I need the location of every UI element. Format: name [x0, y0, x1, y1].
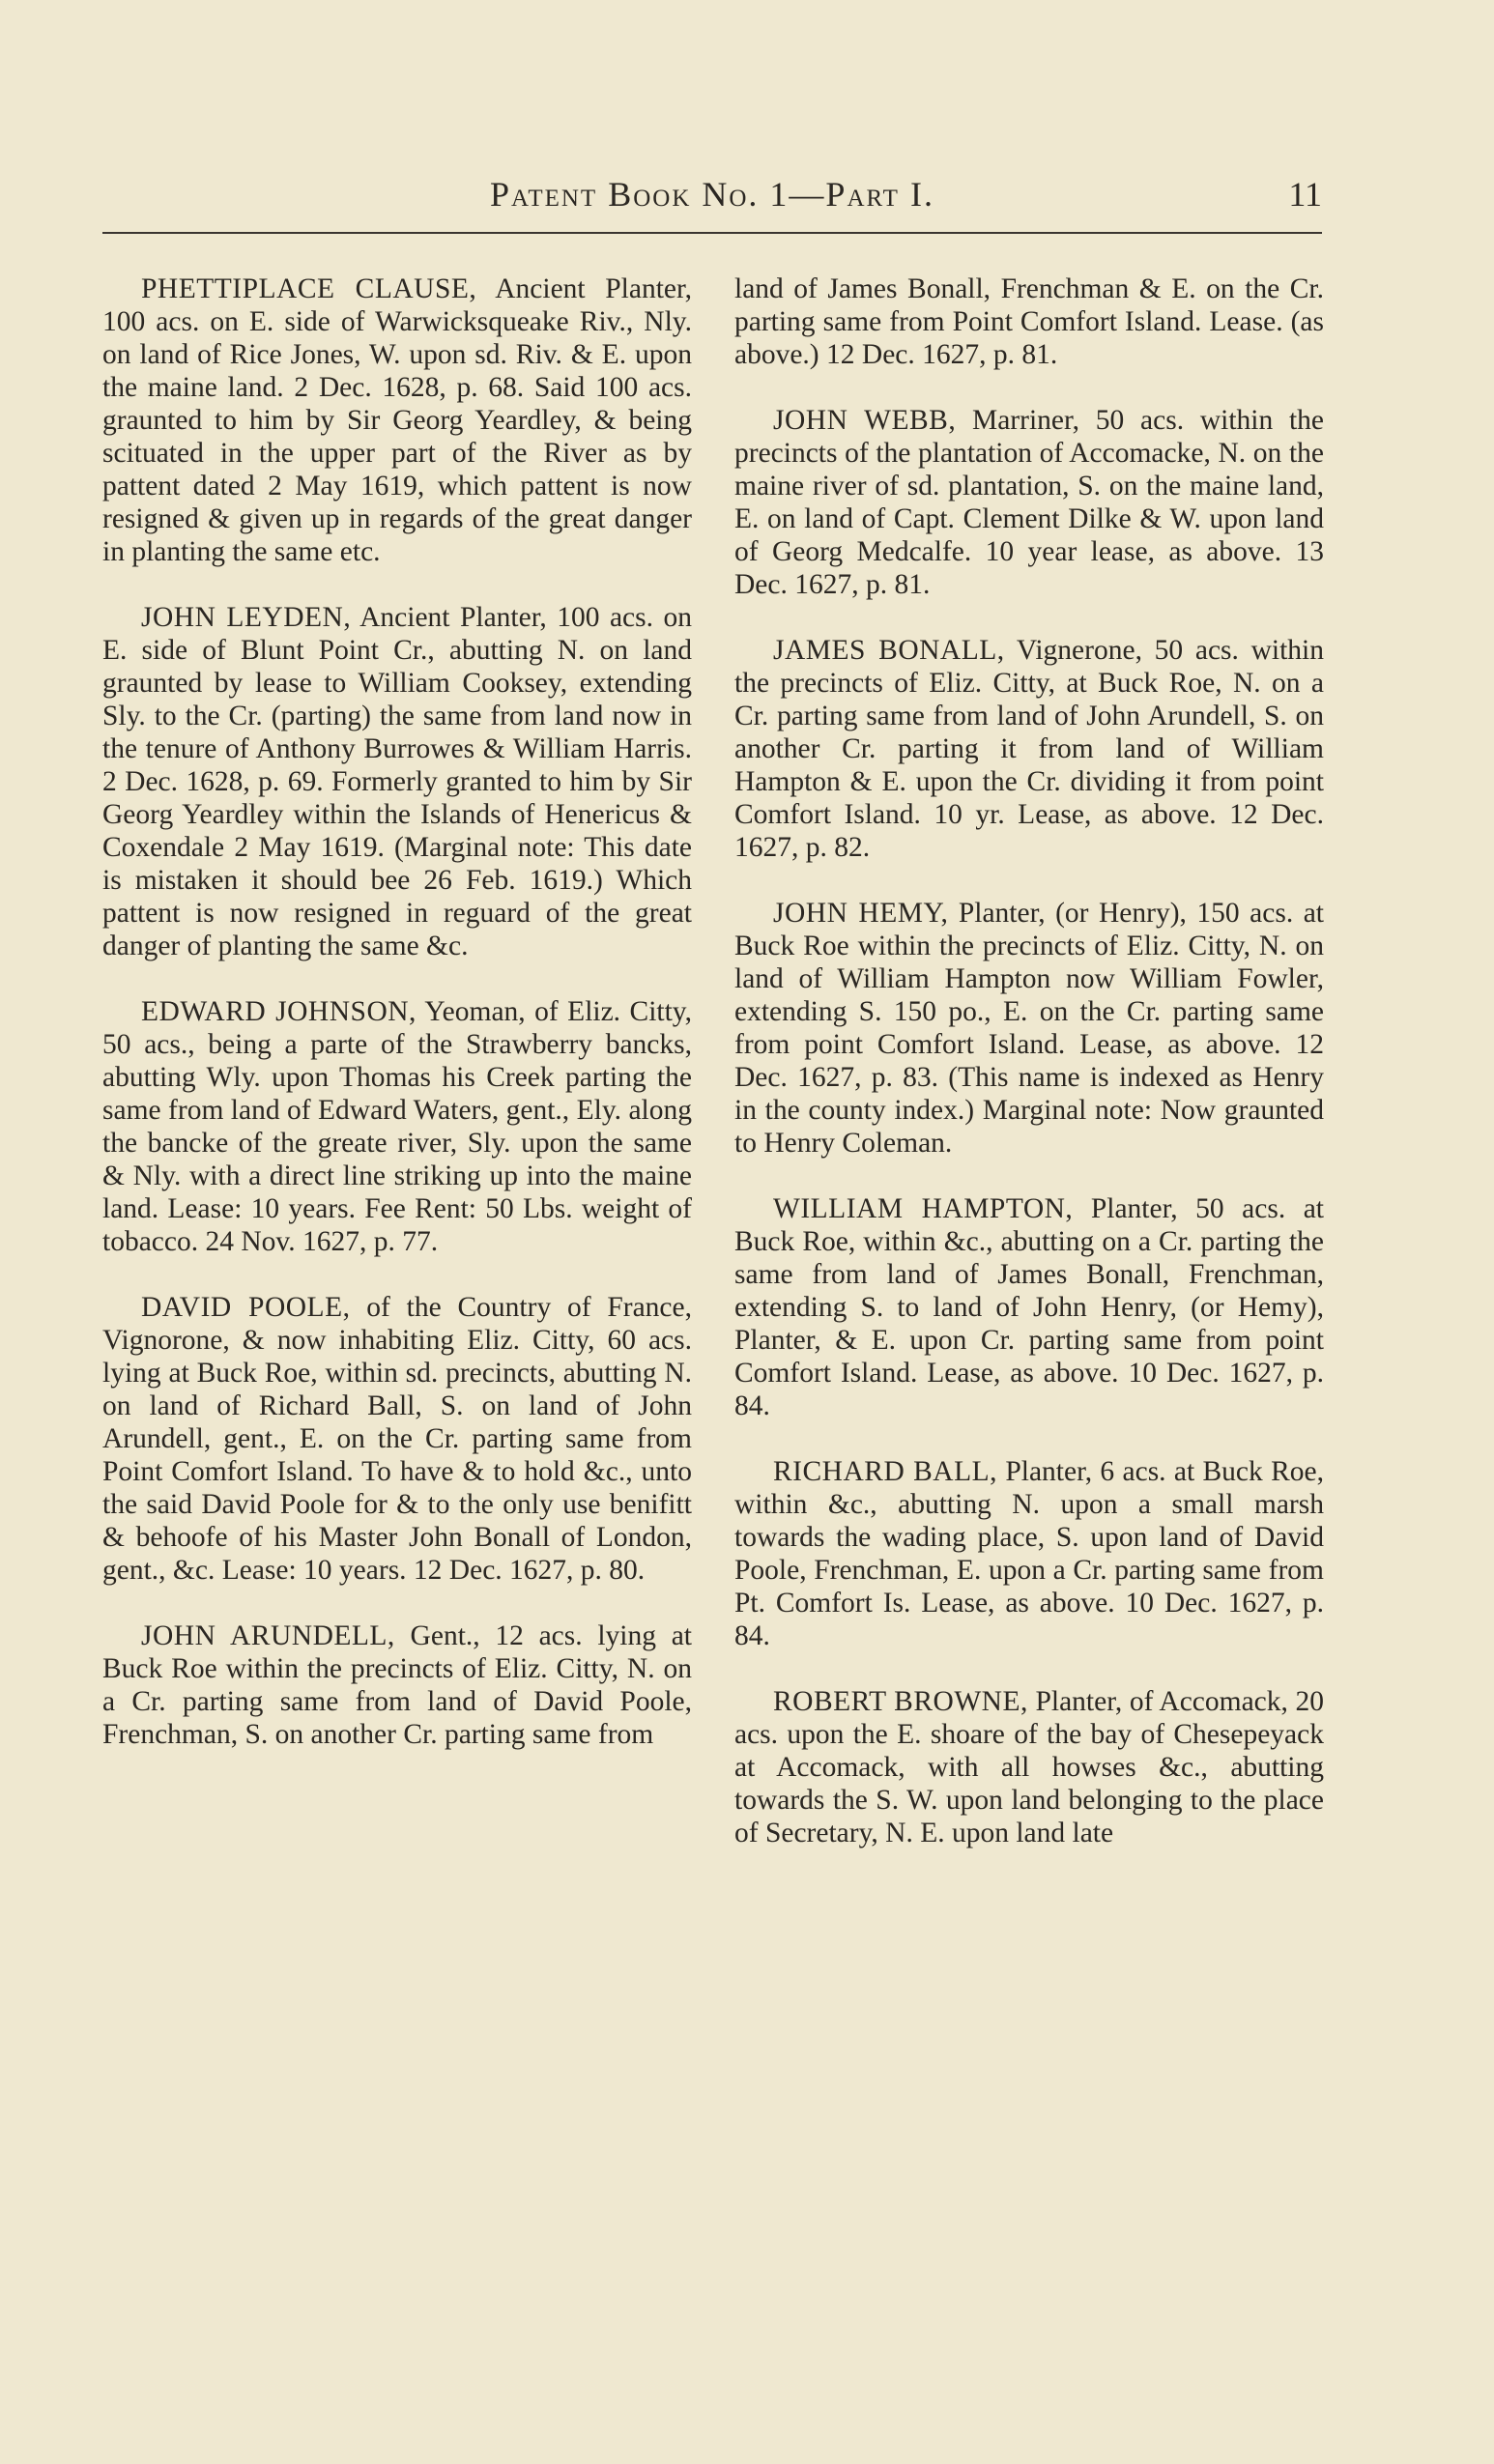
entry	[102, 272, 692, 568]
entry-text: Planter, of Accomack, 20 acs. upon the E. shoare of the bay of Chesepeyack at Accomack, with all howses &c., abutting towards the S. W. upon land belonging to the place of Secretary, N. E. upon land late	[734, 1686, 1324, 1848]
entry-text: land of James Bonall, Frenchman & E. on the Cr. parting same from Point Comfort Island. Lease. (as above.) 12 Dec. 1627, p. 81.	[734, 273, 1324, 370]
entry-name: WILLIAM HAMPTON,	[773, 1193, 1074, 1224]
entry-text: Planter, (or Henry), 150 acs. at Buck Roe within the precincts of Eliz. Citty, N. on land of William Hampton now William Fowler, extending S. 150 po., E. on the Cr. parting same from point Comfort Island. Lease, as above. 12 Dec. 1627, p. 83. (This name is indexed as Henry in the county index.) Marginal note: Now graunted to Henry Coleman.	[734, 898, 1325, 1159]
entry	[734, 1685, 1324, 1849]
entry-text: Planter, 50 acs. at Buck Roe, within &c., abutting on a Cr. parting the same from land of James Bonall, Frenchman, extending S. to land of John Henry, (or Hemy), Planter, & E. upon Cr. parting same from point Comfort Island. Lease, as above. 10 Dec. 1627, p. 84.	[734, 1193, 1325, 1421]
entry-text: Planter, 6 acs. at Buck Roe, within &c., abutting N. upon a small marsh towards the wading place, S. upon land of David Poole, Frenchman, E. upon a Cr. parting same from Pt. Comfort Is. Lease, as above. 10 Dec. 1627, p. 84.	[734, 1456, 1325, 1651]
entry	[734, 1192, 1324, 1422]
entry-text: Yeoman, of Eliz. Citty, 50 acs., being a parte of the Strawberry bancks, abutting Wly. upon Thomas his Creek parting the same from land of Edward Waters, gent., Ely. along the bancke of the greate river, Sly. upon the same & Nly. with a direct line striking up into the maine land. Lease: 10 years. Fee Rent: 50 Lbs. weight of tobacco. 24 Nov. 1627, p. 77.	[102, 996, 692, 1257]
entry-name: RICHARD BALL,	[773, 1456, 997, 1487]
entry	[102, 1619, 692, 1751]
entry-name: JOHN HEMY,	[773, 898, 949, 929]
entry-continuation	[734, 272, 1324, 371]
entry-name: ROBERT BROWNE,	[773, 1686, 1028, 1717]
entry-text: Ancient Planter, 100 acs. on E. side of Blunt Point Cr., abutting N. on land graunted by lease to William Cooksey, extending Sly. to the Cr. (parting) the same from land now in the tenure of Anthony Burrowes & William Harris. 2 Dec. 1628, p. 69. Formerly granted to him by Sir Georg Yeardley within the Islands of Henericus & Coxendale 2 May 1619. (Marginal note: This date is mistaken it should bee 26 Feb. 1619.) Which pattent is now resigned in reguard of the great danger of planting the same &c.	[102, 602, 692, 961]
right-column	[734, 272, 1324, 1882]
left-column	[102, 272, 692, 1784]
entry	[102, 1291, 692, 1587]
entry	[734, 897, 1324, 1160]
entry-text: Marriner, 50 acs. within the precincts of the plantation of Accomacke, N. on the maine river of sd. plantation, S. on the maine land, E. on land of Capt. Clement Dilke & W. upon land of Georg Medcalfe. 10 year lease, as above. 13 Dec. 1627, p. 81.	[734, 405, 1325, 600]
entry-text: Ancient Planter, 100 acs. on E. side of Warwicksqueake Riv., Nly. on land of Rice Jones, W. upon sd. Riv. & E. upon the maine land. 2 Dec. 1628, p. 68. Said 100 acs. graunted to him by Sir Georg Yeardley, & being scituated in the upper part of the River as by pattent dated 2 May 1619, which pattent is now resigned & given up in regards of the great danger in planting the same etc.	[102, 273, 693, 567]
entry	[734, 634, 1324, 864]
entry-name: JOHN ARUNDELL,	[141, 1620, 395, 1651]
header-rule	[102, 232, 1322, 234]
entry-text: Vignerone, 50 acs. within the precincts of Eliz. Citty, at Buck Roe, N. on a Cr. parting same from land of John Arundell, S. on another Cr. parting it from land of William Hampton & E. upon the Cr. dividing it from point Comfort Island. 10 yr. Lease, as above. 12 Dec. 1627, p. 82.	[734, 635, 1324, 863]
entry	[102, 995, 692, 1258]
entry-name: JAMES BONALL,	[773, 635, 1005, 666]
entry	[734, 1455, 1324, 1652]
entry-name: DAVID POOLE,	[141, 1292, 351, 1323]
page-number: 11	[1288, 175, 1322, 214]
entry	[734, 404, 1324, 601]
entry-name: PHETTIPLACE CLAUSE,	[141, 273, 477, 304]
entry-name: JOHN WEBB,	[773, 405, 957, 436]
entry-name: EDWARD JOHNSON,	[141, 996, 417, 1027]
entry	[102, 601, 692, 962]
running-head	[102, 174, 1322, 232]
entry-text: of the Country of France, Vignorone, & now inhabiting Eliz. Citty, 60 acs. lying at Buck Roe, within sd. precincts, abutting N. on land of Richard Ball, S. on land of John Arundell, gent., E. on the Cr. parting same from Point Comfort Island. To have & to hold &c., unto the said David Poole for & to the only use benifitt & behoofe of his Master John Bonall of London, gent., &c. Lease: 10 years. 12 Dec. 1627, p. 80.	[102, 1292, 692, 1586]
entry-name: JOHN LEYDEN,	[141, 602, 352, 633]
running-title: Patent Book No. 1—Part I.	[490, 175, 934, 214]
entry-text: Gent., 12 acs. lying at Buck Roe within the precincts of Eliz. Citty, N. on a Cr. parting same from land of David Poole, Frenchman, S. on another Cr. parting same from	[102, 1620, 692, 1750]
